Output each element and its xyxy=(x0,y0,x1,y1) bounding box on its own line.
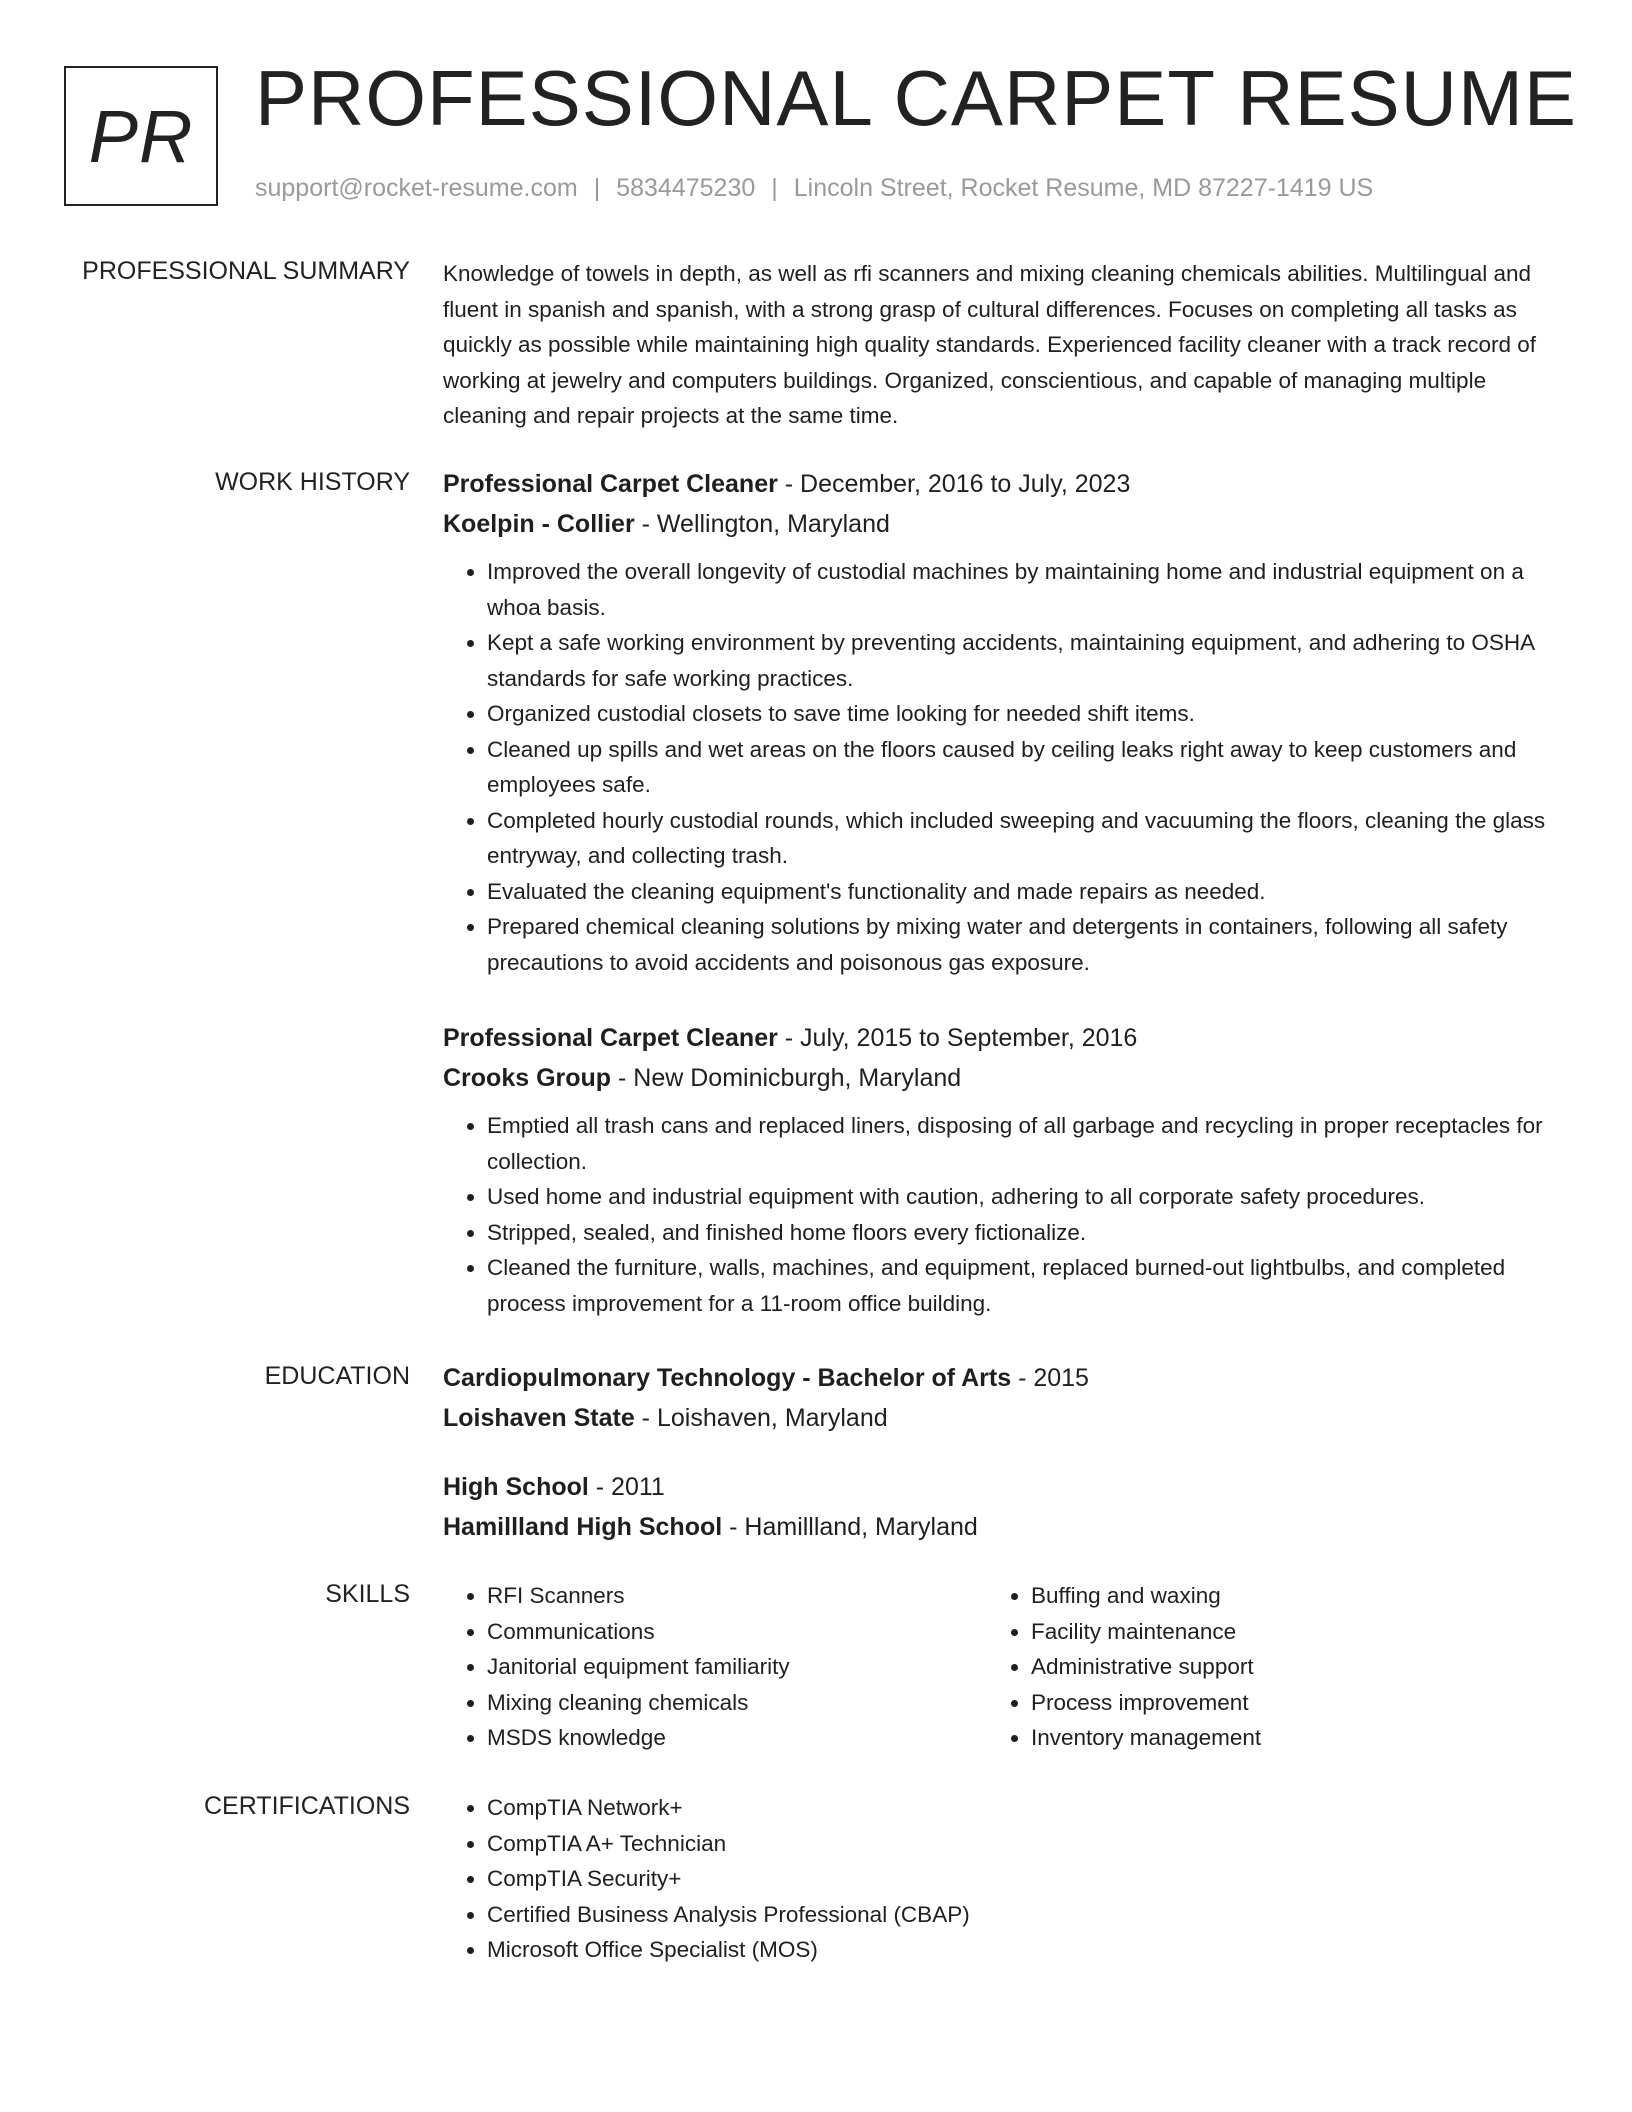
contact-line xyxy=(255,174,1373,203)
section-label-education: EDUCATION xyxy=(264,1362,410,1390)
resume-title: PROFESSIONAL CARPET RESUME xyxy=(255,54,1577,142)
list-item: • MSDS knowledge xyxy=(487,1720,987,1756)
skills-column-right xyxy=(987,1578,1531,1756)
skills-column-left xyxy=(443,1578,987,1756)
list-item: • Evaluated the cleaning equipment's functionality and made repairs as needed. xyxy=(487,874,1558,910)
job-entry xyxy=(443,464,1558,980)
job-title-line xyxy=(443,1018,1558,1058)
summary-section xyxy=(443,256,1558,434)
list-item: • Janitorial equipment familiarity xyxy=(487,1649,987,1685)
contact-separator: | xyxy=(771,174,778,202)
job-bullets xyxy=(443,1108,1558,1321)
section-label-certifications: CERTIFICATIONS xyxy=(203,1792,410,1820)
section-label-summary: PROFESSIONAL SUMMARY xyxy=(82,257,410,285)
job-dates: - December, 2016 to July, 2023 xyxy=(777,470,1131,498)
contact-phone[interactable]: 5834475230 xyxy=(616,174,756,202)
section-label-work-history: WORK HISTORY xyxy=(215,468,410,496)
certifications-list xyxy=(443,1790,1558,1968)
contact-separator: | xyxy=(593,174,601,202)
list-item: • Kept a safe working environment by preventing accidents, maintaining equipment, and adhering to OSHA standards for safe working practices. xyxy=(487,625,1558,696)
job-company: Crooks Group xyxy=(443,1064,612,1092)
list-item: • Cleaned the furniture, walls, machines, and equipment, replaced burned-out lightbulbs, and completed process improvement for a 11-room office building. xyxy=(487,1250,1558,1321)
degree: Cardiopulmonary Technology - Bachelor of Arts xyxy=(443,1364,1012,1392)
school: Hamillland High School xyxy=(443,1513,723,1541)
degree: High School xyxy=(443,1473,589,1501)
degree-year: - 2011 xyxy=(588,1473,665,1501)
summary-text: Knowledge of towels in depth, as well as rfi scanners and mixing cleaning chemicals abilities. Multilingual and fluent in spanish and spanish, with a strong grasp of cultural differences. Focuses on completing all tasks as quickly as possible while maintaining high quality standards. Experienced facility cleaner with a track record of working at jewelry and computers buildings. Organized, conscientious, and capable of managing multiple cleaning and repair projects at the same time. xyxy=(443,261,1537,428)
job-title-line xyxy=(443,464,1558,504)
skills-list xyxy=(443,1578,1558,1756)
list-item: • Stripped, sealed, and finished home floors every fictionalize. xyxy=(487,1215,1558,1251)
job-title: Professional Carpet Cleaner xyxy=(443,470,778,498)
list-item: • Microsoft Office Specialist (MOS) xyxy=(487,1932,1558,1968)
school-location: - Loishaven, Maryland xyxy=(634,1404,888,1432)
list-item: • Buffing and waxing xyxy=(1031,1578,1531,1614)
school: Loishaven State xyxy=(443,1404,635,1432)
job-company-line xyxy=(443,504,1558,544)
job-entry xyxy=(443,1018,1558,1321)
job-location: - Wellington, Maryland xyxy=(634,510,890,538)
job-location: - New Dominicburgh, Maryland xyxy=(611,1064,962,1092)
list-item: • Emptied all trash cans and replaced liners, disposing of all garbage and recycling in proper receptacles for collection. xyxy=(487,1108,1558,1179)
list-item: • CompTIA A+ Technician xyxy=(487,1826,1558,1862)
list-item: • CompTIA Security+ xyxy=(487,1861,1558,1897)
list-item: • CompTIA Network+ xyxy=(487,1790,1558,1826)
job-company-line xyxy=(443,1058,1558,1098)
school-location: - Hamillland, Maryland xyxy=(722,1513,978,1541)
list-item: • Completed hourly custodial rounds, which included sweeping and vacuuming the floors, cleaning the glass entryway, and collecting trash. xyxy=(487,803,1558,874)
section-label-skills: SKILLS xyxy=(325,1580,410,1608)
contact-address: Lincoln Street, Rocket Resume, MD 87227-1419 US xyxy=(793,174,1374,202)
contact-email[interactable]: support@rocket-resume.com xyxy=(255,174,578,202)
list-item: • Cleaned up spills and wet areas on the floors caused by ceiling leaks right away to keep customers and employees safe. xyxy=(487,732,1558,803)
list-item: • Used home and industrial equipment with caution, adhering to all corporate safety procedures. xyxy=(487,1179,1558,1215)
education-entry xyxy=(443,1358,1558,1438)
job-bullets xyxy=(443,554,1558,980)
list-item: • Prepared chemical cleaning solutions by mixing water and detergents in containers, following all safety precautions to avoid accidents and poisonous gas exposure. xyxy=(487,909,1558,980)
job-dates: - July, 2015 to September, 2016 xyxy=(777,1024,1138,1052)
degree-line xyxy=(443,1358,1558,1398)
job-company: Koelpin - Collier xyxy=(443,510,635,538)
degree-year: - 2015 xyxy=(1011,1364,1089,1392)
list-item: • Improved the overall longevity of custodial machines by maintaining home and industrial equipment on a whoa basis. xyxy=(487,554,1558,625)
list-item: • Certified Business Analysis Professional (CBAP) xyxy=(487,1897,1558,1933)
degree-line xyxy=(443,1467,1558,1507)
school-line xyxy=(443,1398,1558,1438)
list-item: • Process improvement xyxy=(1031,1685,1531,1721)
list-item: • Communications xyxy=(487,1614,987,1650)
list-item: • Inventory management xyxy=(1031,1720,1531,1756)
certifications-items xyxy=(443,1790,1558,1968)
list-item: • Organized custodial closets to save time looking for needed shift items. xyxy=(487,696,1558,732)
school-line xyxy=(443,1507,1558,1547)
monogram-logo: PR xyxy=(64,66,218,206)
list-item: • Facility maintenance xyxy=(1031,1614,1531,1650)
education-entry xyxy=(443,1467,1558,1547)
list-item: • RFI Scanners xyxy=(487,1578,987,1614)
job-title: Professional Carpet Cleaner xyxy=(443,1024,778,1052)
list-item: • Mixing cleaning chemicals xyxy=(487,1685,987,1721)
list-item: • Administrative support xyxy=(1031,1649,1531,1685)
